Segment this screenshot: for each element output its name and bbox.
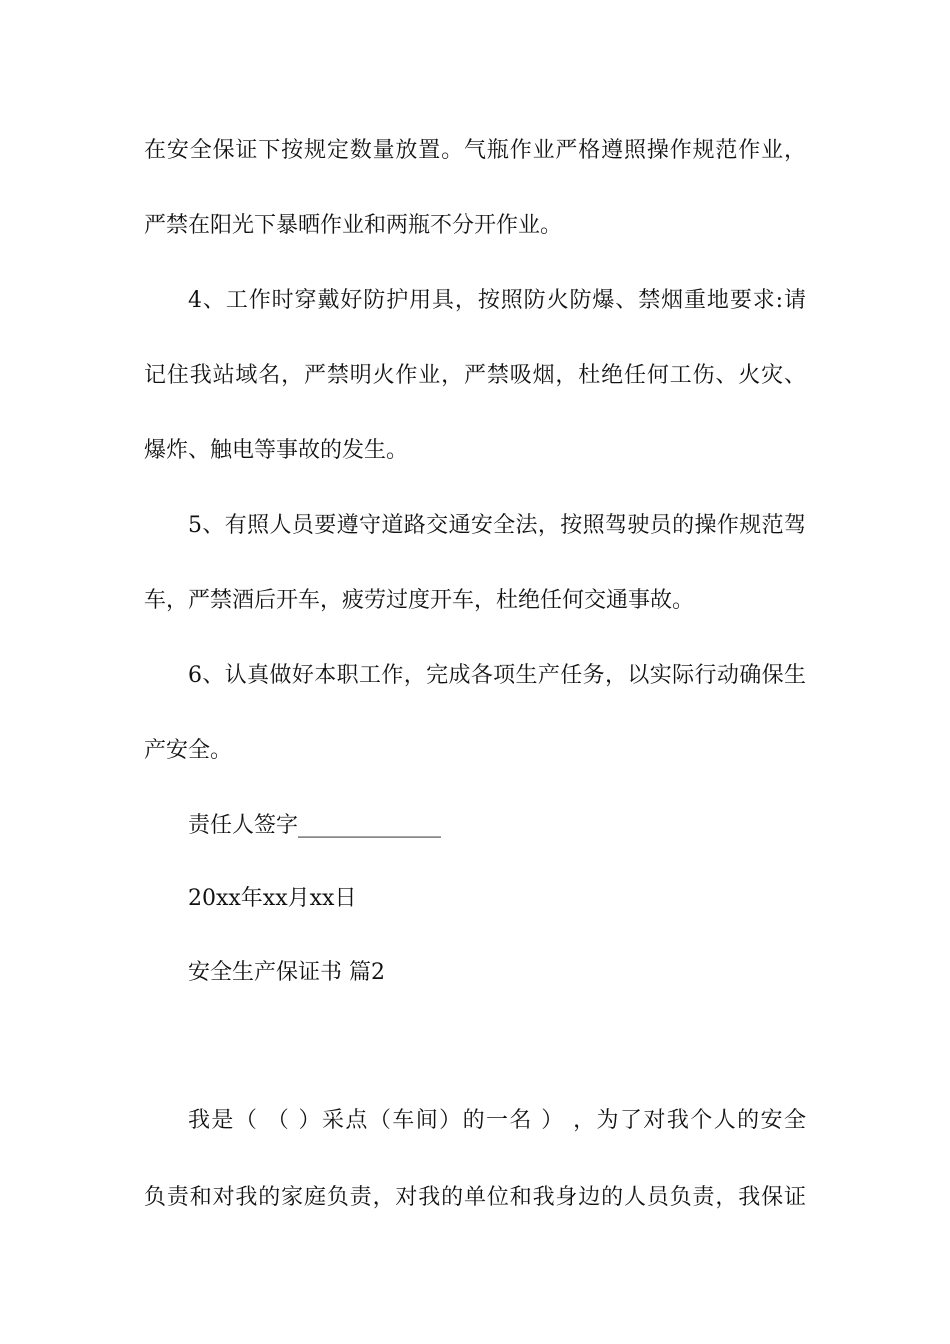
paragraph-line: 6、认真做好本职工作，完成各项生产任务，以实际行动确保生: [188, 663, 806, 688]
paragraph-line: 负责和对我的家庭负责，对我的单位和我身边的人员负责，我保证: [144, 1185, 806, 1210]
paragraph-line: 我是（ （ ）采点（车间）的一名 ） ，为了对我个人的安全: [188, 1108, 806, 1133]
paragraph-line: 5、有照人员要遵守道路交通安全法，按照驾驶员的操作规范驾: [188, 513, 806, 538]
signature-date: 20xx年xx月xx日: [188, 886, 357, 911]
paragraph-line: 记住我站域名，严禁明火作业，严禁吸烟，杜绝任何工伤、火灾、: [144, 363, 806, 388]
paragraph-line: 4、工作时穿戴好防护用具，按照防火防爆、禁烟重地要求:请: [188, 288, 806, 313]
paragraph-line: 车，严禁酒后开车，疲劳过度开车，杜绝任何交通事故。: [144, 588, 695, 613]
paragraph-line: 爆炸、触电等事故的发生。: [144, 438, 409, 463]
paragraph-line: 严禁在阳光下暴晒作业和两瓶不分开作业。: [144, 213, 563, 238]
section-heading: 安全生产保证书 篇2: [188, 960, 385, 985]
paragraph-line: 在安全保证下按规定数量放置。气瓶作业严格遵照操作规范作业，: [144, 138, 806, 163]
signature-label: 责任人签字_____________: [188, 813, 442, 838]
paragraph-line: 产安全。: [144, 738, 233, 763]
